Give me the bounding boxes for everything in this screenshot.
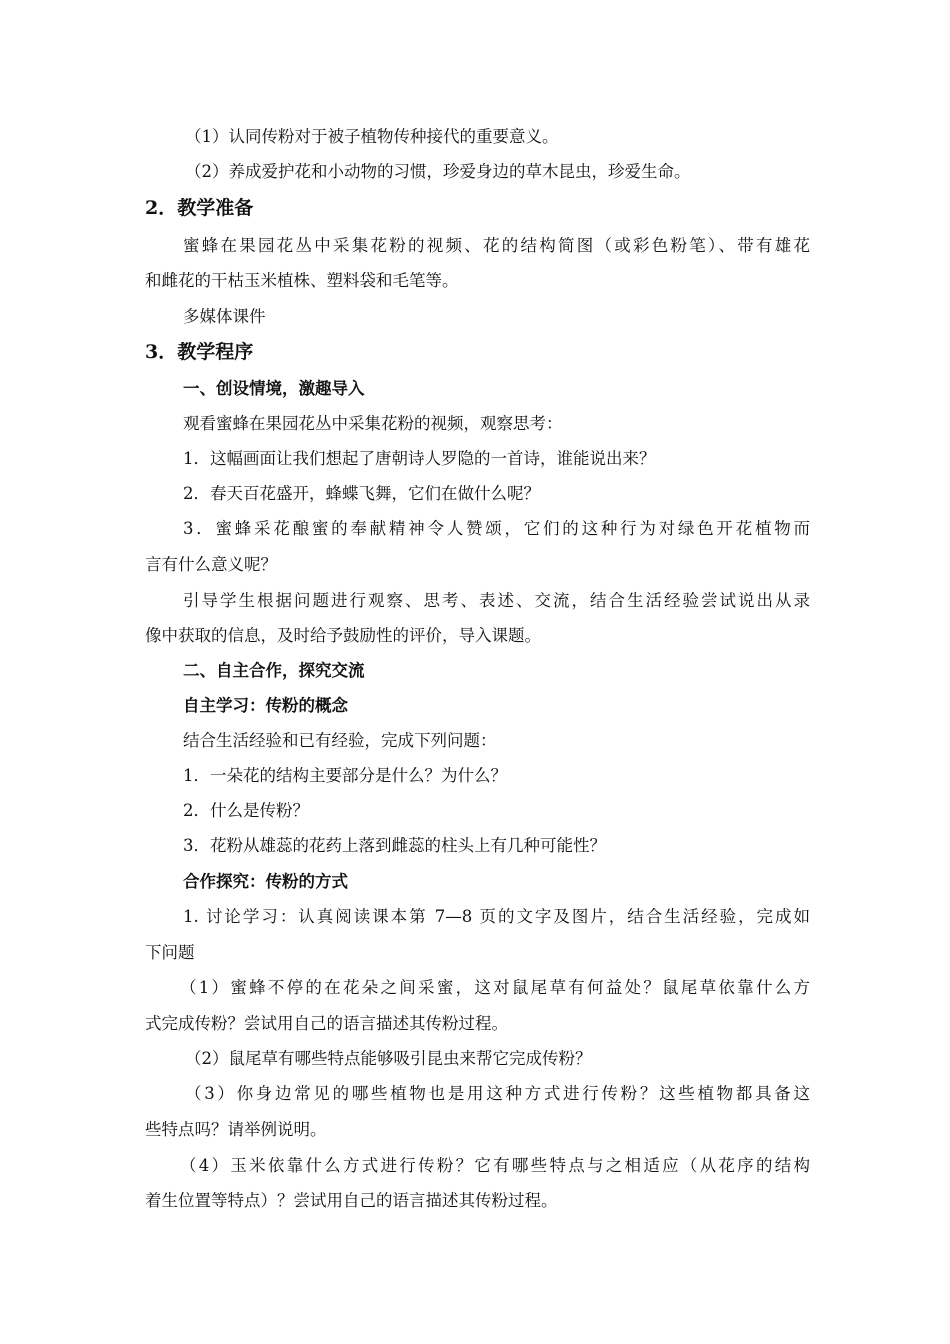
self-study-question-1: 1．一朵花的结构主要部分是什么？为什么？ [183,766,507,785]
inquiry-question-3-line-1: （3）你身边常见的哪些植物也是用这种方式进行传粉？这些植物都具备这 [185,1084,810,1103]
inquiry-question-1-line-1: （1）蜜蜂不停的在花朵之间采蜜，这对鼠尾草有何益处？鼠尾草依靠什么方 [180,978,810,997]
subheading-cooperative-inquiry: 合作探究：传粉的方式 [183,872,348,891]
subheading-cooperation: 二、自主合作，探究交流 [183,661,365,680]
self-study-question-2: 2．什么是传粉？ [183,801,309,820]
inquiry-question-2: （2）鼠尾草有哪些特点能够吸引昆虫来帮它完成传粉？ [185,1049,592,1068]
inquiry-question-4-line-1: （4）玉米依靠什么方式进行传粉？它有哪些特点与之相适应（从花序的结构 [180,1156,810,1175]
self-study-instruction: 结合生活经验和已有经验，完成下列问题： [183,731,497,750]
intro-question-1: 1．这幅画面让我们想起了唐朝诗人罗隐的一首诗，谁能说出来？ [183,449,656,468]
intro-question-3-line-1: 3．蜜蜂采花酿蜜的奉献精神令人赞颂，它们的这种行为对绿色开花植物而 [183,519,810,538]
preparation-text-line-2: 和雌花的干枯玉米植株、塑料袋和毛笔等。 [145,271,459,290]
preparation-multimedia: 多媒体课件 [183,307,266,326]
guidance-line-2: 像中获取的信息，及时给予鼓励性的评价，导入课题。 [145,626,541,645]
intro-question-2: 2．春天百花盛开，蜂蝶飞舞，它们在做什么呢？ [183,484,540,503]
discussion-line-1: 1. 讨论学习：认真阅读课本第 7—8 页的文字及图片，结合生活经验，完成如 [183,907,810,926]
preparation-text-line-1: 蜜蜂在果园花丛中采集花粉的视频、花的结构简图（或彩色粉笔）、带有雄花 [183,236,810,255]
inquiry-question-4-line-2: 着生位置等特点）？尝试用自己的语言描述其传粉过程。 [145,1191,558,1210]
section-heading-teaching-procedure: 3．教学程序 [145,341,254,363]
discussion-line-2: 下问题 [145,943,195,962]
subheading-introduction: 一、创设情境，激趣导入 [183,379,365,398]
guidance-line-1: 引导学生根据问题进行观察、思考、表述、交流，结合生活经验尝试说出从录 [183,591,810,610]
objective-2: （2）养成爱护花和小动物的习惯，珍爱身边的草木昆虫，珍爱生命。 [185,162,691,181]
intro-question-3-line-2: 言有什么意义呢？ [145,555,277,574]
subheading-self-study: 自主学习：传粉的概念 [183,696,348,715]
section-heading-teaching-preparation: 2．教学准备 [145,197,254,219]
introduction-instruction: 观看蜜蜂在果园花丛中采集花粉的视频，观察思考： [183,414,563,433]
self-study-question-3: 3．花粉从雄蕊的花药上落到雌蕊的柱头上有几种可能性？ [183,836,606,855]
objective-1: （1）认同传粉对于被子植物传种接代的重要意义。 [185,127,559,146]
inquiry-question-1-line-2: 式完成传粉？尝试用自己的语言描述其传粉过程。 [145,1014,508,1033]
inquiry-question-3-line-2: 些特点吗？请举例说明。 [145,1120,327,1139]
